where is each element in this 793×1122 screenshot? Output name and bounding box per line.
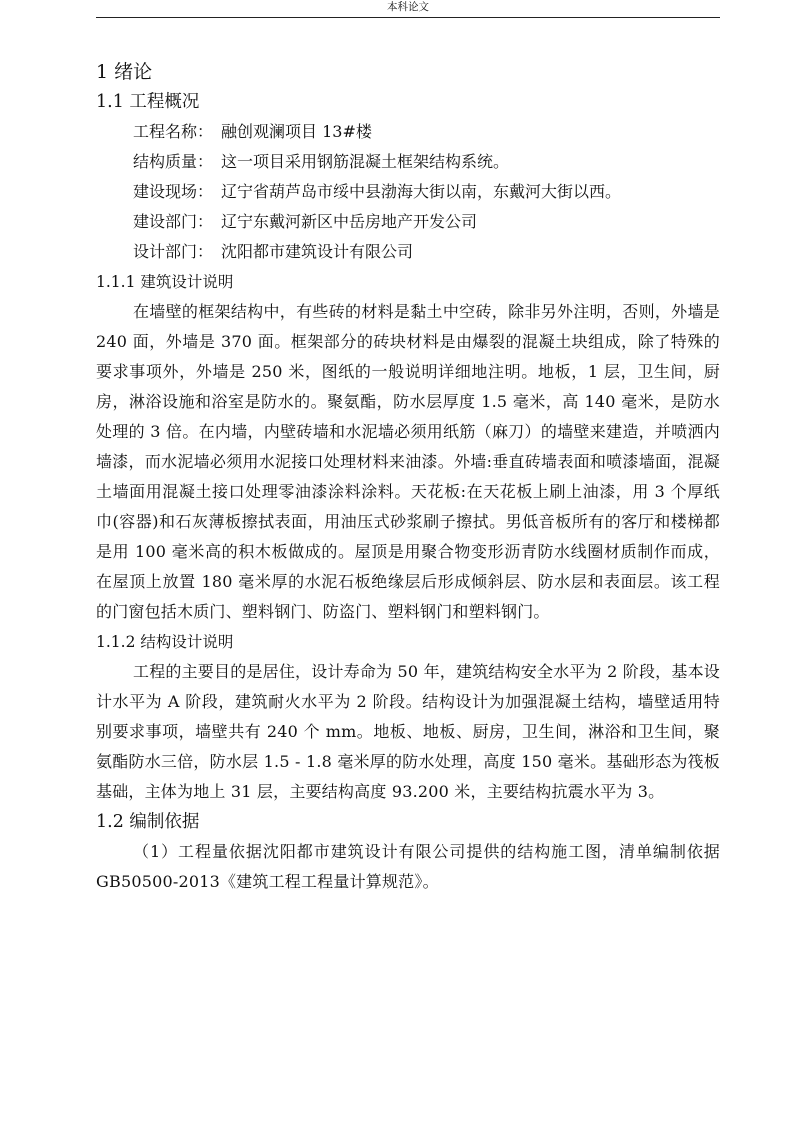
project-info-row <box>96 117 720 147</box>
structure-description: 工程的主要目的是居住，设计寿命为 50 年，建筑结构安全水平为 2 阶段，基本设计水平为 A 阶段，建筑耐火水平为 2 阶段。结构设计为加强混凝土结构，墙壁适用特别要求事项，墙壁共有 240 个 mm。地板、地板、厨房，卫生间，淋浴和卫生间，聚氨酯防水三倍，防水层 1.5 - 1.8 毫米厚的防水处理，高度 150 毫米。基础形态为筏板基础，主体为地上 31 层，主要结构高度 93.200 米，主要结构抗震水平为 3。 <box>96 662 720 801</box>
info-label: 设计部门： <box>133 242 214 261</box>
info-label: 建设现场： <box>133 182 214 201</box>
info-label: 工程名称： <box>133 122 214 141</box>
header-title: 本科论文 <box>387 1 429 13</box>
info-value: 这一项目采用钢筋混凝土框架结构系统。 <box>221 152 510 171</box>
project-info-row <box>96 207 720 237</box>
info-value: 融创观澜项目 13#楼 <box>221 122 372 141</box>
info-label: 结构质量： <box>133 152 214 171</box>
section-title-basis: 1.2 编制依据 <box>96 812 200 832</box>
document-body <box>96 57 720 897</box>
chapter-title: 1 绪论 <box>96 61 153 83</box>
architecture-description: 在墙壁的框架结构中，有些砖的材料是黏土中空砖，除非另外注明，否则，外墙是 240 面，外墙是 370 面。框架部分的砖块材料是由爆裂的混凝土块组成，除了特殊的要求事项外，外墙是 250 米，图纸的一般说明详细地注明。地板，1 层，卫生间，厨房，淋浴设施和浴室是防水的。聚氨酯，防水层厚度 1.5 毫米，高 140 毫米，是防水处理的 3 倍。在内墙，内壁砖墙和水泥墙必须用纸筋（麻刀）的墙壁来建造，并喷洒内墙漆，而水泥墙必须用水泥接口处理材料来油漆。外墙:垂直砖墙表面和喷漆墙面，混凝土墙面用混凝土接口处理零油漆涂料涂料。天花板:在天花板上刷上油漆，用 3 个厚纸巾(容器)和石灰薄板擦拭表面，用油压式砂浆刷子擦拭。男低音板所有的客厅和楼梯都是用 100 毫米高的积木板做成的。屋顶是用聚合物变形沥青防水线圈材质制作而成，在屋顶上放置 180 毫米厚的水泥石板绝缘层后形成倾斜层、防水层和表面层。该工程的门窗包括木质门、塑料钢门、防盗门、塑料钢门和塑料钢门。 <box>96 302 720 621</box>
section-title-architecture: 1.1.1 建筑设计说明 <box>96 273 234 291</box>
info-value: 辽宁东戴河新区中岳房地产开发公司 <box>221 212 478 231</box>
project-info-row <box>96 237 720 267</box>
section-title-project-overview: 1.1 工程概况 <box>96 92 200 112</box>
basis-description: （1）工程量依据沈阳都市建筑设计有限公司提供的结构施工图，清单编制依据 GB50500-2013《建筑工程工程量计算规范》。 <box>96 842 720 891</box>
info-label: 建设部门： <box>133 212 214 231</box>
project-info-list <box>96 117 720 267</box>
info-value: 沈阳都市建筑设计有限公司 <box>221 242 414 261</box>
page-header <box>96 0 720 18</box>
project-info-row <box>96 177 720 207</box>
section-title-structure: 1.1.2 结构设计说明 <box>96 633 234 651</box>
info-value: 辽宁省葫芦岛市绥中县渤海大街以南，东戴河大街以西。 <box>221 182 622 201</box>
project-info-row <box>96 147 720 177</box>
